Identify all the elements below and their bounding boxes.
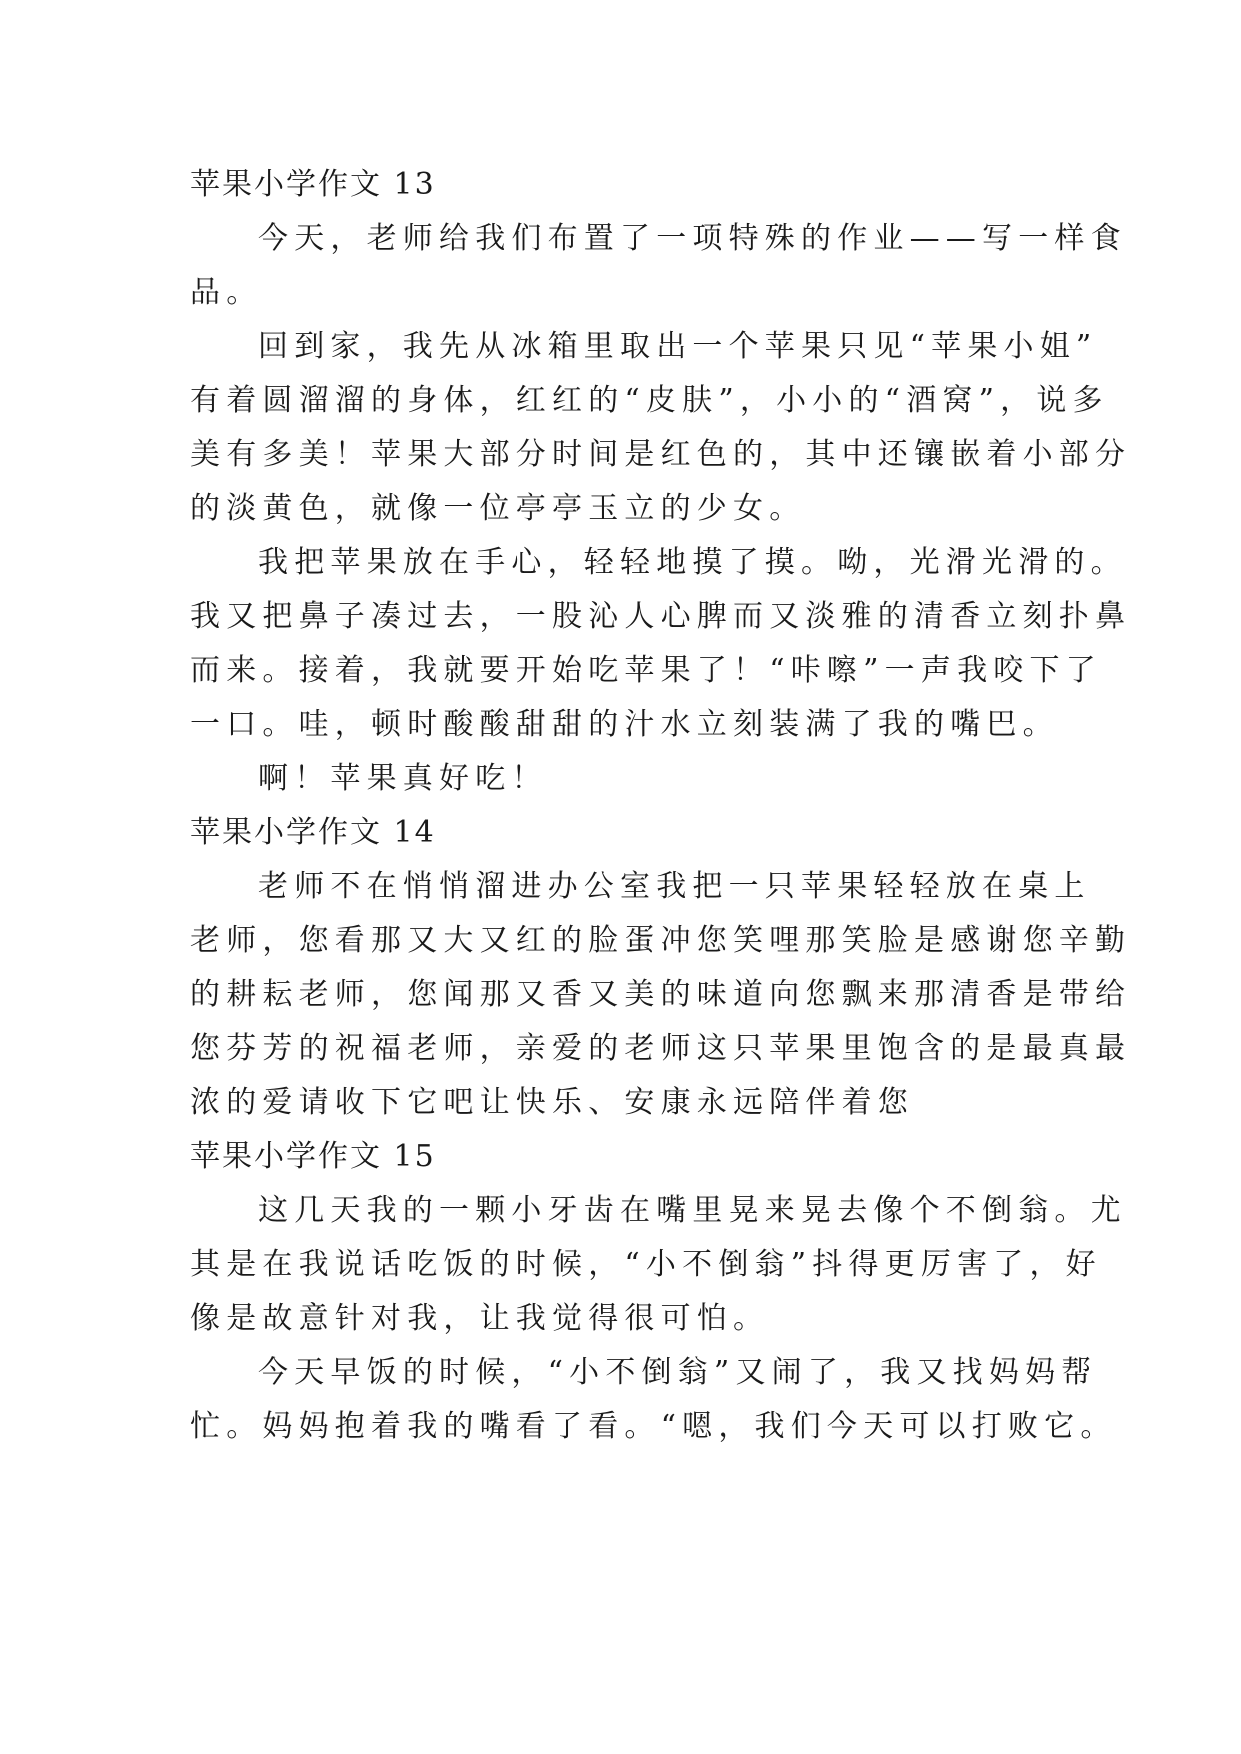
section-heading: 苹果小学作文 14 (190, 815, 436, 850)
paragraph-line: 这几天我的一颗小牙齿在嘴里晃来晃去像个不倒翁。尤 (258, 1193, 1127, 1228)
section-heading: 苹果小学作文 13 (190, 167, 436, 202)
paragraph-line: 品。 (190, 275, 263, 310)
paragraph-line: 浓的爱请收下它吧让快乐、安康永远陪伴着您 (190, 1085, 914, 1120)
paragraph-line: 一口。哇，顿时酸酸甜甜的汁水立刻装满了我的嘴巴。 (190, 707, 1059, 742)
section-heading: 苹果小学作文 15 (190, 1139, 436, 1174)
paragraph-line: 回到家，我先从冰箱里取出一个苹果只见“苹果小姐” (258, 329, 1098, 364)
paragraph-line: 的淡黄色，就像一位亭亭玉立的少女。 (190, 491, 806, 526)
paragraph-line: 而来。接着，我就要开始吃苹果了！“咔嚓”一声我咬下了 (190, 653, 1102, 688)
paragraph-line: 像是故意针对我，让我觉得很可怕。 (190, 1301, 770, 1336)
paragraph-line: 老师不在悄悄溜进办公室我把一只苹果轻轻放在桌上 (258, 869, 1091, 904)
paragraph-line: 您芬芳的祝福老师，亲爱的老师这只苹果里饱含的是最真最 (190, 1031, 1132, 1066)
paragraph-line: 老师，您看那又大又红的脸蛋冲您笑哩那笑脸是感谢您辛勤 (190, 923, 1132, 958)
paragraph-line: 我又把鼻子凑过去，一股沁人心脾而又淡雅的清香立刻扑鼻 (190, 599, 1132, 634)
paragraph-line: 的耕耘老师，您闻那又香又美的味道向您飘来那清香是带给 (190, 977, 1132, 1012)
paragraph-line: 我把苹果放在手心，轻轻地摸了摸。呦，光滑光滑的。 (258, 545, 1127, 580)
paragraph-line: 啊！苹果真好吃！ (258, 761, 548, 796)
paragraph-line: 忙。妈妈抱着我的嘴看了看。“嗯，我们今天可以打败它。 (190, 1409, 1117, 1444)
paragraph-line: 今天早饭的时候，“小不倒翁”又闹了，我又找妈妈帮 (258, 1355, 1098, 1390)
paragraph-line: 有着圆溜溜的身体，红红的“皮肤”，小小的“酒窝”，说多 (190, 383, 1109, 418)
paragraph-line: 美有多美！苹果大部分时间是红色的，其中还镶嵌着小部分 (190, 437, 1132, 472)
paragraph-line: 其是在我说话吃饭的时候，“小不倒翁”抖得更厉害了，好 (190, 1247, 1102, 1282)
paragraph-line: 今天，老师给我们布置了一项特殊的作业——写一样食 (258, 221, 1127, 256)
